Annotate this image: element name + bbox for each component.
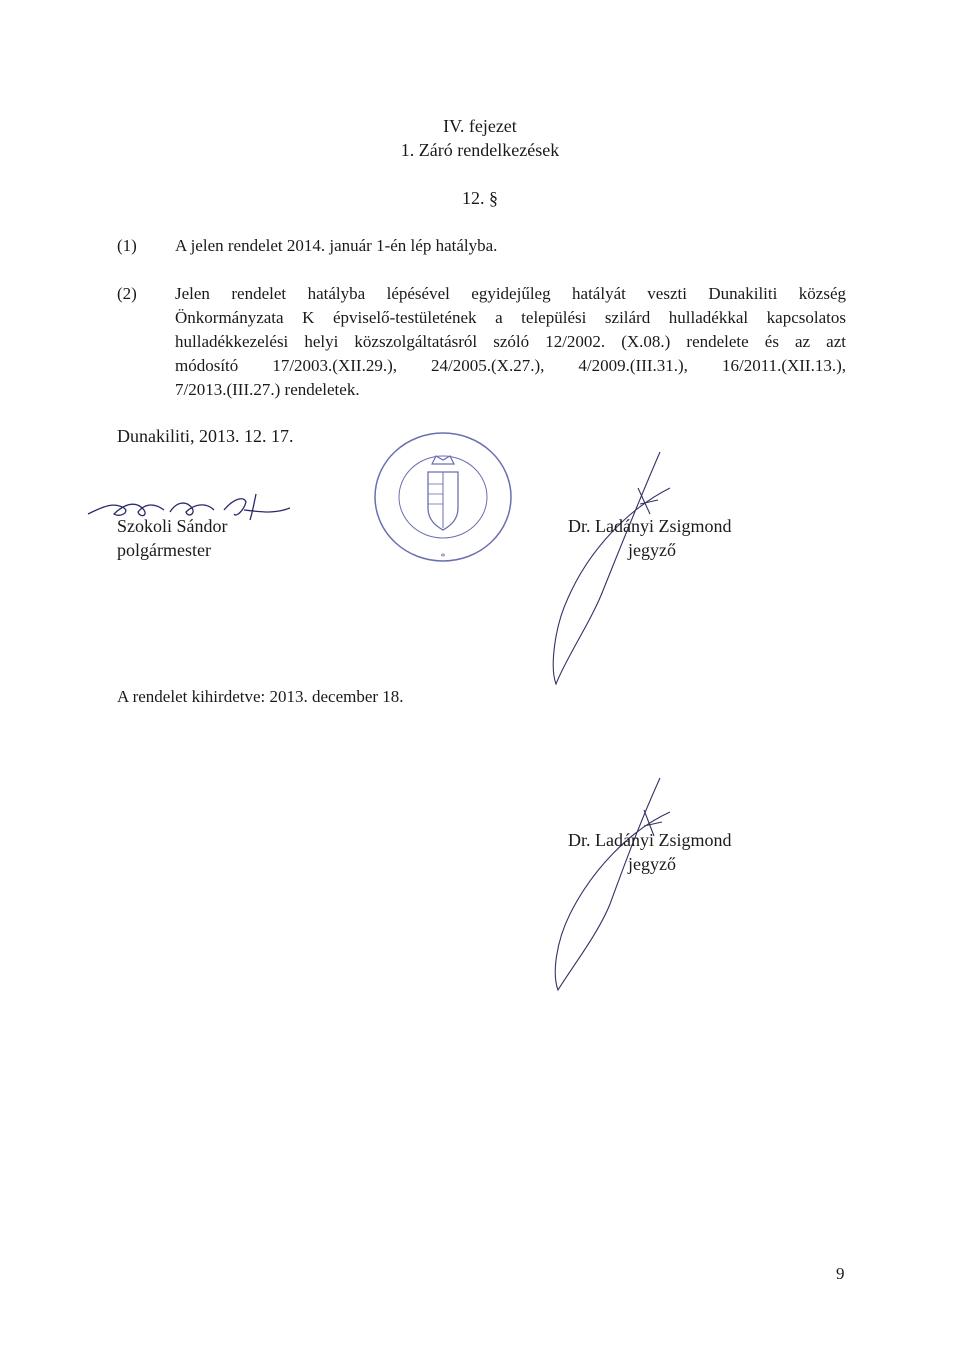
official-stamp (370, 428, 516, 566)
paragraph-number: (2) (117, 284, 137, 303)
notary-signature-2 (540, 774, 680, 994)
notary-name: Dr. Ladányi Zsigmond (568, 516, 732, 536)
promulgation-note: A rendelet kihirdetve: 2013. december 18. (117, 687, 404, 706)
svg-text:*: * (440, 552, 446, 563)
paragraph-line: 7/2013.(III.27.) rendeletek. (175, 380, 360, 399)
section-number: 12. § (462, 188, 498, 208)
paragraph-line: A jelen rendelet 2014. január 1-én lép hatályba. (175, 236, 498, 255)
mayor-name: Szokoli Sándor (117, 516, 228, 536)
paragraph-number: (1) (117, 236, 137, 255)
paragraph-line: Önkormányzata K épviselő-testületének a települési szilárd hulladékkal kapcsolatos (175, 308, 846, 327)
page-number: 9 (836, 1264, 845, 1283)
mayor-title: polgármester (117, 540, 211, 560)
notary-title-2: jegyző (628, 854, 676, 874)
notary-name-2: Dr. Ladányi Zsigmond (568, 830, 732, 850)
notary-signature (540, 448, 680, 688)
chapter-subtitle: 1. Záró rendelkezések (400, 140, 560, 160)
notary-title: jegyző (628, 540, 676, 560)
paragraph-line: módosító 17/2003.(XII.29.), 24/2005.(X.27.), 4/2009.(III.31.), 16/2011.(XII.13.), (175, 356, 846, 375)
paragraph-line: hulladékkezelési helyi közszolgáltatásról szóló 12/2002. (X.08.) rendelete és az azt (175, 332, 846, 351)
chapter-title: IV. fejezet (443, 116, 517, 136)
paragraph-line: Jelen rendelet hatályba lépésével egyidejűleg hatályát veszti Dunakiliti község (175, 284, 846, 303)
place-date: Dunakiliti, 2013. 12. 17. (117, 426, 294, 446)
